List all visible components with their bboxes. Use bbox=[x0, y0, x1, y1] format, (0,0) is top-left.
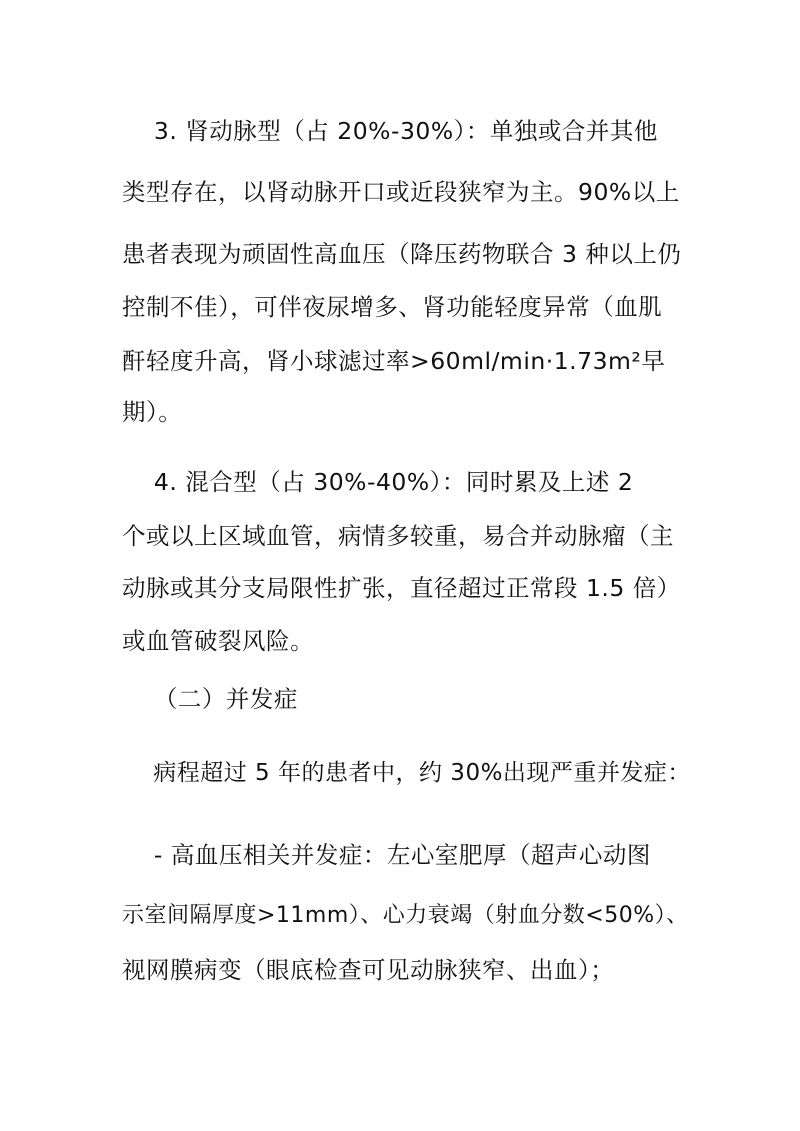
text-line: 4. 混合型（占 30%-40%）：同时累及上述 2 bbox=[122, 468, 634, 496]
text-line: 期）。 bbox=[122, 398, 183, 426]
text-line: 动脉或其分支局限性扩张，直径超过正常段 1.5 倍） bbox=[122, 574, 681, 602]
list-item: - 高血压相关并发症：左心室肥厚（超声心动图 bbox=[122, 841, 651, 869]
text-line: 病程超过 5 年的患者中，约 30%出现严重并发症： bbox=[122, 760, 691, 786]
section-heading: （二）并发症 bbox=[122, 685, 298, 713]
text-line: 示室间隔厚度>11mm）、心力衰竭（射血分数<50%）、 bbox=[122, 903, 689, 928]
text-line: 类型存在，以肾动脉开口或近段狭窄为主。90%以上 bbox=[122, 178, 680, 206]
text-line: 患者表现为顽固性高血压（降压药物联合 3 种以上仍 bbox=[122, 240, 682, 268]
text-line: 视网膜病变（眼底检查可见动脉狭窄、出血）； bbox=[122, 956, 615, 984]
text-line: 3. 肾动脉型（占 20%-30%）：单独或合并其他 bbox=[122, 117, 658, 145]
text-line: 控制不佳），可伴夜尿增多、肾功能轻度异常（血肌 bbox=[122, 293, 663, 321]
text-line: 或血管破裂风险。 bbox=[122, 627, 314, 655]
text-line: 个或以上区域血管，病情多较重，易合并动脉瘤（主 bbox=[122, 522, 674, 550]
text-line: 酐轻度升高，肾小球滤过率>60ml/min·1.73m²早 bbox=[122, 347, 666, 375]
